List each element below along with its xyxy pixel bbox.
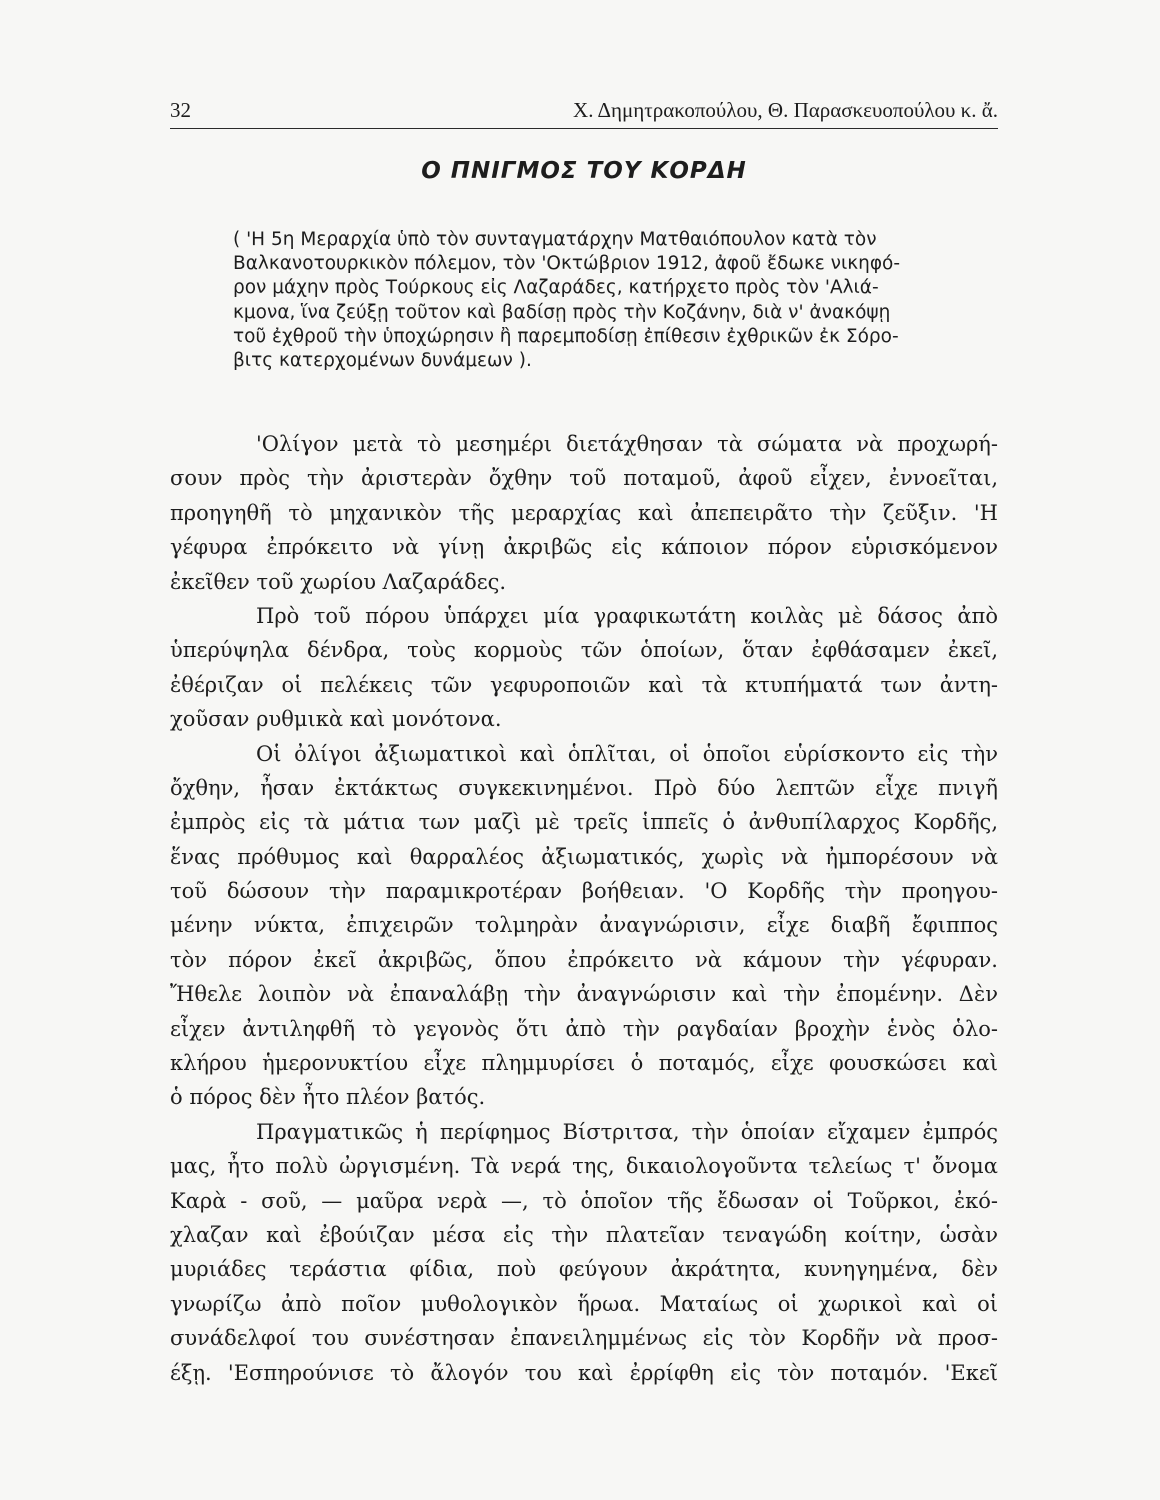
body-line: ὁ πόρος δὲν ἦτο πλέον βατός. bbox=[170, 1085, 486, 1110]
intro-line: ( 'Η 5η Μεραρχία ὑπὸ τὸν συνταγματάρχην Ματθαιόπουλον κατὰ τὸν bbox=[233, 229, 877, 250]
body-line: έξῃ. 'Εσπηρούνισε τὸ ἄλογόν του καὶ ἐρρίφθη εἰς τὸν ποταμόν. 'Εκεῖ bbox=[170, 1360, 998, 1385]
intro-line: ρον μάχην πρὸς Τούρκους εἰς Λαζαράδες, κατήρχετο πρὸς τὸν 'Αλιά- bbox=[233, 277, 879, 299]
body-line: Οἱ ὀλίγοι ἀξιωματικοὶ καὶ ὁπλῖται, οἱ ὁποῖοι εὑρίσκοντο εἰς τὴν bbox=[256, 741, 998, 766]
body-line: σουν πρὸς τὴν ἀριστερὰν ὄχθην τοῦ ποταμοῦ, ἀφοῦ εἶχεν, ἐννοεῖται, bbox=[170, 466, 998, 491]
body-line: χλαζαν καὶ ἐβούιζαν μέσα εἰς τὴν πλατεῖαν τεναγώδη κοίτην, ὡσὰν bbox=[170, 1222, 998, 1247]
body-line: γνωρίζω ἀπὸ ποῖον μυθολογικὸν ἥρωα. Ματαίως οἱ χωρικοὶ καὶ οἱ bbox=[170, 1291, 998, 1316]
body-line: ἐμπρὸς εἰς τὰ μάτια των μαζὶ μὲ τρεῖς ἱππεῖς ὁ ἀνθυπίλαρχος Κορδῆς, bbox=[170, 810, 998, 835]
body-line: Πρὸ τοῦ πόρου ὑπάρχει μία γραφικωτάτη κοιλὰς μὲ δάσος ἀπὸ bbox=[256, 603, 998, 628]
body-line: μας, ἦτο πολὺ ὠργισμένη. Τὰ νερά της, δικαιολογοῦντα τελείως τ' ὄνομα bbox=[170, 1154, 998, 1179]
body-line: 'Ολίγον μετὰ τὸ μεσημέρι διετάχθησαν τὰ σώματα νὰ προχωρή- bbox=[256, 432, 998, 456]
body-text bbox=[170, 427, 998, 1390]
intro-note bbox=[233, 228, 1004, 373]
intro-line: Βαλκανοτουρκικὸν πόλεμον, τὸν 'Οκτώβριον 1912, ἀφοῦ ἔδωκε νικηφό- bbox=[233, 253, 901, 275]
running-header bbox=[170, 94, 998, 129]
intro-line: τοῦ ἐχθροῦ τὴν ὑποχώρησιν ἢ παρεμποδίσῃ ἐπίθεσιν ἐχθρικῶν ἐκ Σόρο- bbox=[233, 325, 899, 347]
page-number: 32 bbox=[170, 98, 191, 122]
body-line: Καρὰ - σοῦ, — μαῦρα νερὰ —, τὸ ὁποῖον τῆς ἔδωσαν οἱ Τοῦρκοι, ἐκό- bbox=[170, 1188, 998, 1213]
body-line: μυριάδες τεράστια φίδια, ποὺ φεύγουν ἀκράτητα, κυνηγημένα, δὲν bbox=[170, 1257, 998, 1282]
body-line: γέφυρα ἐπρόκειτο νὰ γίνῃ ἀκριβῶς εἰς κάποιον πόρον εὑρισκόμενον bbox=[170, 535, 998, 560]
chapter-title: Ο ΠΝΙΓΜΟΣ ΤΟΥ ΚΟΡΔΗ bbox=[421, 158, 747, 184]
body-line: Ἤθελε λοιπὸν νὰ ἐπαναλάβῃ τὴν ἀναγνώρισιν καὶ τὴν ἐπομένην. Δὲν bbox=[170, 982, 998, 1007]
body-line: ἐθέριζαν οἱ πελέκεις τῶν γεφυροποιῶν καὶ τὰ κτυπήματά των ἀντη- bbox=[170, 672, 998, 697]
body-line: ἕνας πρόθυμος καὶ θαρραλέος ἀξιωματικός, χωρὶς νὰ ἠμπορέσουν νὰ bbox=[170, 844, 998, 869]
body-line: τοῦ δώσουν τὴν παραμικροτέραν βοήθειαν. 'Ο Κορδῆς τὴν προηγου- bbox=[170, 879, 998, 904]
body-line: ὄχθην, ἦσαν ἐκτάκτως συγκεκινημένοι. Πρὸ δύο λεπτῶν εἶχε πνιγῆ bbox=[170, 775, 998, 800]
body-line: χοῦσαν ρυθμικὰ καὶ μονότονα. bbox=[170, 707, 502, 732]
intro-line: βιτς κατερχομένων δυνάμεων ). bbox=[233, 349, 532, 371]
body-line: Πραγματικῶς ἡ περίφημος Βίστριτσα, τὴν ὁποίαν εἴχαμεν ἐμπρός bbox=[256, 1119, 998, 1144]
body-line: τὸν πόρον ἐκεῖ ἀκριβῶς, ὅπου ἐπρόκειτο νὰ κάμουν τὴν γέφυραν. bbox=[170, 947, 998, 972]
body-line: συνάδελφοί του συνέστησαν ἐπανειλημμένως εἰς τὸν Κορδῆν νὰ προσ- bbox=[170, 1326, 998, 1351]
intro-line: κμονα, ἵνα ζεύξῃ τοῦτον καὶ βαδίσῃ πρὸς τὴν Κοζάνην, διὰ ν' ἀνακόψῃ bbox=[233, 301, 891, 323]
body-line: προηγηθῆ τὸ μηχανικὸν τῆς μεραρχίας καὶ ἀπεπειρᾶτο τὴν ζεῦξιν. 'Η bbox=[170, 500, 998, 525]
body-line: εἶχεν ἀντιληφθῆ τὸ γεγονὸς ὅτι ἀπὸ τὴν ραγδαίαν βροχὴν ἑνὸς ὁλο- bbox=[170, 1016, 998, 1041]
body-line: ἐκεῖθεν τοῦ χωρίου Λαζαράδες. bbox=[170, 569, 507, 594]
body-line: κλήρου ἡμερονυκτίου εἶχε πλημμυρίσει ὁ ποταμός, εἶχε φουσκώσει καὶ bbox=[170, 1051, 998, 1076]
body-line: ὑπερύψηλα δένδρα, τοὺς κορμοὺς τῶν ὁποίων, ὅταν ἐφθάσαμεν ἐκεῖ, bbox=[170, 638, 998, 663]
header-authors: Χ. Δημητρακοπούλου, Θ. Παρασκευοπούλου κ. ἄ. bbox=[573, 98, 998, 122]
body-line: μένην νύκτα, ἐπιχειρῶν τολμηρὰν ἀναγνώρισιν, εἶχε διαβῆ ἔφιππος bbox=[170, 913, 998, 938]
